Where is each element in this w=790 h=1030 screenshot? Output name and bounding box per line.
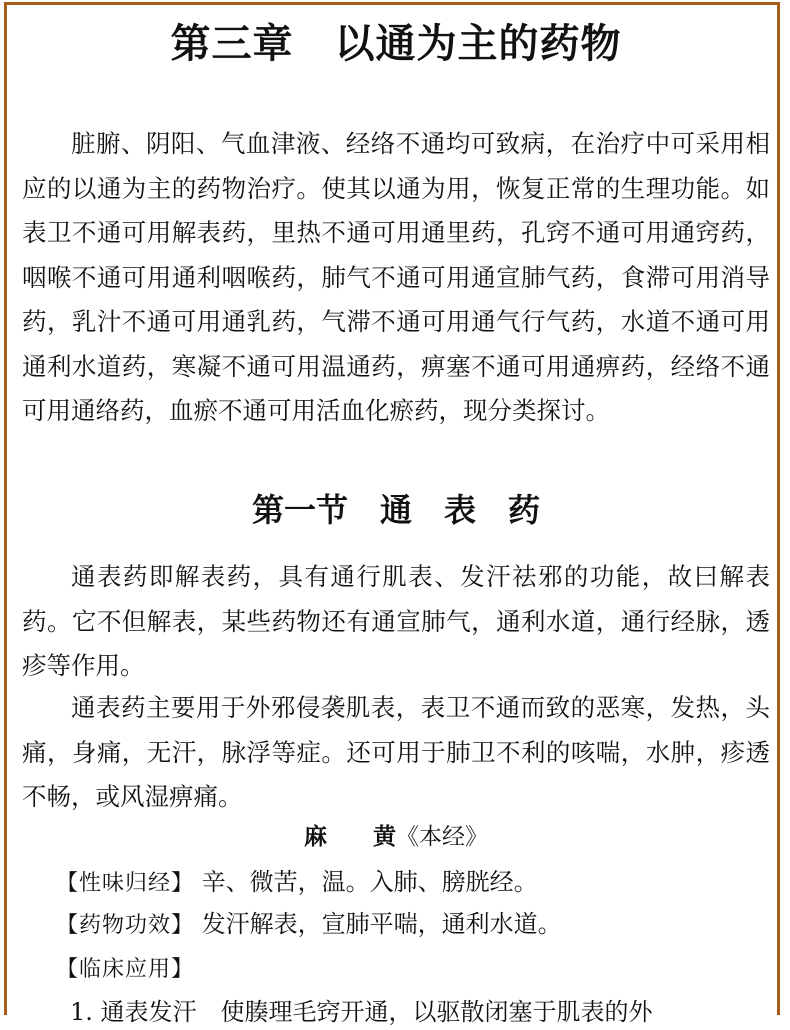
entry-label: 【药物功效】 [56, 913, 195, 938]
herb-name: 麻 黄 [304, 823, 396, 850]
herb-source: 《本经》 [396, 824, 488, 850]
section-paragraph-2: 通表药主要用于外邪侵袭肌表，表卫不通而致的恶寒，发热，头痛，身痛，无汗，脉浮等症。还可用于肺卫不利的咳喘，水肿，疹透不畅，或风湿痹痛。 [22, 693, 770, 811]
cut-off-line: 1. 通表发汗 使腠理毛窍开通，以驱散闭塞于肌表的外 [70, 998, 653, 1026]
chapter-title: 第三章 以通为主的药物 [170, 21, 622, 67]
section-paragraph-1: 通表药即解表药，具有通行肌表、发汗祛邪的功能，故曰解表药。它不但解表，某些药物还有通宣肺气，通利水道，通行经脉，透疹等作用。 [22, 562, 770, 680]
intro-paragraph: 脏腑、阴阳、气血津液、经络不通均可致病，在治疗中可采用相应的以通为主的药物治疗。使其以通为用，恢复正常的生理功能。如表卫不通可用解表药，里热不通可用通里药，孔窍不通可用通窍药，咽喉不通可用通利咽喉药，肺气不通可用通宣肺气药，食滞可用消导药，乳汁不通可用通乳药，气滞不通可用通气行气药，水道不通可用通利水道药，寒凝不通可用温通药，痹塞不通可用通痹药，经络不通可用通络药，血瘀不通可用活血化瘀药，现分类探讨。 [22, 129, 770, 425]
entry-label: 【临床应用】 [56, 957, 195, 982]
entry-clinical-use [56, 950, 194, 988]
herb-heading [22, 822, 770, 852]
entry-efficacy [56, 906, 562, 944]
entry-label: 【性味归经】 [56, 871, 195, 896]
section-title: 第一节 通 表 药 [251, 491, 540, 529]
entry-value: 辛、微苦，温。入肺、膀胱经。 [201, 868, 538, 896]
entry-nature-meridian [56, 864, 538, 902]
entry-value: 发汗解表，宣肺平喘，通利水道。 [201, 910, 562, 938]
